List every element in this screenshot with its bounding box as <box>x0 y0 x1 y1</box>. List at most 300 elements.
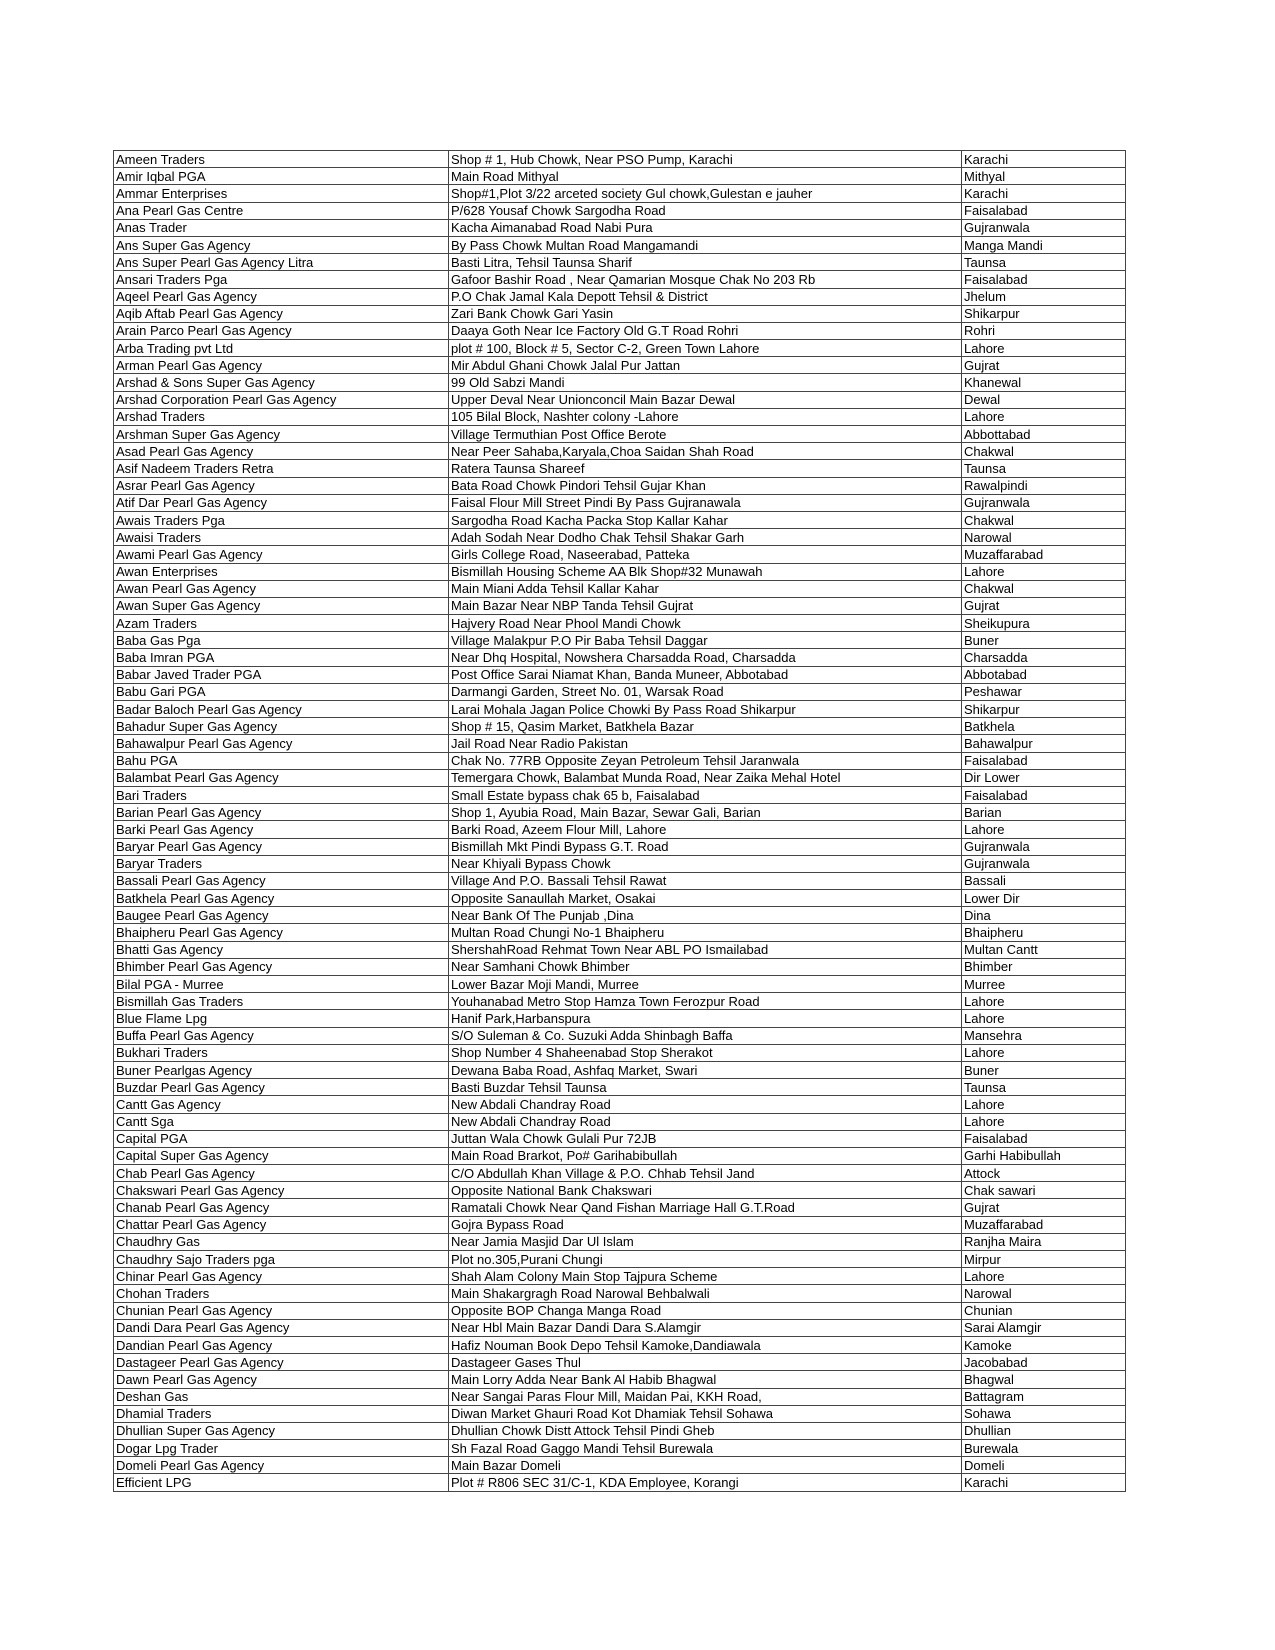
city-cell: Garhi Habibullah <box>962 1147 1126 1164</box>
agency-name-cell: Atif Dar Pearl Gas Agency <box>114 494 449 511</box>
table-row <box>114 1182 1126 1199</box>
agency-name-cell: Baryar Traders <box>114 855 449 872</box>
table-row <box>114 907 1126 924</box>
agency-name-cell: Awaisi Traders <box>114 529 449 546</box>
table-row <box>114 752 1126 769</box>
agency-name-cell: Ans Super Pearl Gas Agency Litra <box>114 254 449 271</box>
city-cell: Dewal <box>962 391 1126 408</box>
table-row <box>114 855 1126 872</box>
address-cell: Opposite Sanaullah Market, Osakai <box>449 890 962 907</box>
table-row <box>114 1371 1126 1388</box>
address-cell: Multan Road Chungi No-1 Bhaipheru <box>449 924 962 941</box>
table-row <box>114 804 1126 821</box>
agency-name-cell: Arba Trading pvt Ltd <box>114 340 449 357</box>
agency-name-cell: Bhimber Pearl Gas Agency <box>114 958 449 975</box>
address-cell: ShershahRoad Rehmat Town Near ABL PO Ismailabad <box>449 941 962 958</box>
table-row <box>114 718 1126 735</box>
table-row <box>114 735 1126 752</box>
address-cell: Shop Number 4 Shaheenabad Stop Sherakot <box>449 1044 962 1061</box>
agency-name-cell: Ameen Traders <box>114 151 449 168</box>
agency-name-cell: Bilal PGA - Murree <box>114 976 449 993</box>
table-row <box>114 976 1126 993</box>
address-cell: Main Bazar Near NBP Tanda Tehsil Gujrat <box>449 597 962 614</box>
address-cell: New Abdali Chandray Road <box>449 1113 962 1130</box>
agency-name-cell: Arman Pearl Gas Agency <box>114 357 449 374</box>
city-cell: Lahore <box>962 1113 1126 1130</box>
table-row <box>114 305 1126 322</box>
city-cell: Lower Dir <box>962 890 1126 907</box>
agency-name-cell: Buffa Pearl Gas Agency <box>114 1027 449 1044</box>
address-cell: Village And P.O. Bassali Tehsil Rawat <box>449 872 962 889</box>
address-cell: Main Road Brarkot, Po# Garihabibullah <box>449 1147 962 1164</box>
address-cell: Shop # 15, Qasim Market, Batkhela Bazar <box>449 718 962 735</box>
address-cell: Daaya Goth Near Ice Factory Old G.T Road Rohri <box>449 322 962 339</box>
city-cell: Shikarpur <box>962 305 1126 322</box>
city-cell: Lahore <box>962 821 1126 838</box>
address-cell: 105 Bilal Block, Nashter colony -Lahore <box>449 408 962 425</box>
agency-name-cell: Bahu PGA <box>114 752 449 769</box>
agency-name-cell: Awan Pearl Gas Agency <box>114 580 449 597</box>
agency-name-cell: Cantt Gas Agency <box>114 1096 449 1113</box>
table-row <box>114 426 1126 443</box>
agency-name-cell: Balambat Pearl Gas Agency <box>114 769 449 786</box>
city-cell: Sohawa <box>962 1405 1126 1422</box>
table-row <box>114 563 1126 580</box>
city-cell: Ranjha Maira <box>962 1233 1126 1250</box>
address-cell: Ramatali Chowk Near Qand Fishan Marriage Hall G.T.Road <box>449 1199 962 1216</box>
table-row <box>114 408 1126 425</box>
table-row <box>114 1044 1126 1061</box>
city-cell: Lahore <box>962 1010 1126 1027</box>
table-row <box>114 649 1126 666</box>
agency-name-cell: Deshan Gas <box>114 1388 449 1405</box>
table-row <box>114 1474 1126 1491</box>
address-cell: Diwan Market Ghauri Road Kot Dhamiak Tehsil Sohawa <box>449 1405 962 1422</box>
agency-name-cell: Bassali Pearl Gas Agency <box>114 872 449 889</box>
address-cell: New Abdali Chandray Road <box>449 1096 962 1113</box>
city-cell: Bhimber <box>962 958 1126 975</box>
city-cell: Narowal <box>962 1285 1126 1302</box>
table-row <box>114 1457 1126 1474</box>
agency-name-cell: Bukhari Traders <box>114 1044 449 1061</box>
address-cell: P.O Chak Jamal Kala Depott Tehsil & District <box>449 288 962 305</box>
agency-name-cell: Awan Super Gas Agency <box>114 597 449 614</box>
agency-name-cell: Baryar Pearl Gas Agency <box>114 838 449 855</box>
agency-name-cell: Arshad Traders <box>114 408 449 425</box>
address-cell: Shah Alam Colony Main Stop Tajpura Scheme <box>449 1268 962 1285</box>
city-cell: Mirpur <box>962 1251 1126 1268</box>
city-cell: Bhaipheru <box>962 924 1126 941</box>
agency-name-cell: Capital Super Gas Agency <box>114 1147 449 1164</box>
agency-name-cell: Chunian Pearl Gas Agency <box>114 1302 449 1319</box>
city-cell: Lahore <box>962 1096 1126 1113</box>
city-cell: Batkhela <box>962 718 1126 735</box>
table-row <box>114 993 1126 1010</box>
agency-name-cell: Bhaipheru Pearl Gas Agency <box>114 924 449 941</box>
agency-name-cell: Bari Traders <box>114 786 449 803</box>
agency-name-cell: Dogar Lpg Trader <box>114 1440 449 1457</box>
agency-name-cell: Chanab Pearl Gas Agency <box>114 1199 449 1216</box>
table-row <box>114 1113 1126 1130</box>
address-cell: Adah Sodah Near Dodho Chak Tehsil Shakar Garh <box>449 529 962 546</box>
agency-table <box>113 150 1126 1492</box>
table-row <box>114 1216 1126 1233</box>
address-cell: Shop#1,Plot 3/22 arceted society Gul chowk,Gulestan e jauher <box>449 185 962 202</box>
table-row <box>114 615 1126 632</box>
address-cell: Opposite National Bank Chakswari <box>449 1182 962 1199</box>
address-cell: Shop 1, Ayubia Road, Main Bazar, Sewar Gali, Barian <box>449 804 962 821</box>
table-row <box>114 374 1126 391</box>
city-cell: Narowal <box>962 529 1126 546</box>
table-row <box>114 666 1126 683</box>
address-cell: Hafiz Nouman Book Depo Tehsil Kamoke,Dandiawala <box>449 1336 962 1353</box>
table-row <box>114 1336 1126 1353</box>
city-cell: Faisalabad <box>962 202 1126 219</box>
city-cell: Chunian <box>962 1302 1126 1319</box>
address-cell: Hanif Park,Harbanspura <box>449 1010 962 1027</box>
table-row <box>114 838 1126 855</box>
city-cell: Muzaffarabad <box>962 1216 1126 1233</box>
address-cell: Near Samhani Chowk Bhimber <box>449 958 962 975</box>
address-cell: Bata Road Chowk Pindori Tehsil Gujar Khan <box>449 477 962 494</box>
agency-name-cell: Dawn Pearl Gas Agency <box>114 1371 449 1388</box>
agency-name-cell: Babar Javed Trader PGA <box>114 666 449 683</box>
address-cell: Bismillah Mkt Pindi Bypass G.T. Road <box>449 838 962 855</box>
agency-name-cell: Ans Super Gas Agency <box>114 236 449 253</box>
table-row <box>114 1147 1126 1164</box>
city-cell: Peshawar <box>962 683 1126 700</box>
agency-name-cell: Azam Traders <box>114 615 449 632</box>
city-cell: Sheikupura <box>962 615 1126 632</box>
address-cell: P/628 Yousaf Chowk Sargodha Road <box>449 202 962 219</box>
city-cell: Lahore <box>962 1044 1126 1061</box>
agency-name-cell: Chakswari Pearl Gas Agency <box>114 1182 449 1199</box>
city-cell: Manga Mandi <box>962 236 1126 253</box>
address-cell: Mir Abdul Ghani Chowk Jalal Pur Jattan <box>449 357 962 374</box>
agency-name-cell: Batkhela Pearl Gas Agency <box>114 890 449 907</box>
agency-table-body <box>114 151 1126 1492</box>
table-row <box>114 786 1126 803</box>
address-cell: Basti Litra, Tehsil Taunsa Sharif <box>449 254 962 271</box>
city-cell: Gujrat <box>962 357 1126 374</box>
table-row <box>114 821 1126 838</box>
agency-name-cell: Babu Gari PGA <box>114 683 449 700</box>
city-cell: Taunsa <box>962 254 1126 271</box>
agency-name-cell: Arshad Corporation Pearl Gas Agency <box>114 391 449 408</box>
table-row <box>114 357 1126 374</box>
table-row <box>114 1354 1126 1371</box>
city-cell: Gujranwala <box>962 219 1126 236</box>
address-cell: Main Miani Adda Tehsil Kallar Kahar <box>449 580 962 597</box>
table-row <box>114 1405 1126 1422</box>
agency-name-cell: Capital PGA <box>114 1130 449 1147</box>
city-cell: Rohri <box>962 322 1126 339</box>
agency-name-cell: Arain Parco Pearl Gas Agency <box>114 322 449 339</box>
address-cell: Village Malakpur P.O Pir Baba Tehsil Daggar <box>449 632 962 649</box>
agency-name-cell: Asad Pearl Gas Agency <box>114 443 449 460</box>
agency-name-cell: Chaudhry Sajo Traders pga <box>114 1251 449 1268</box>
city-cell: Muzaffarabad <box>962 546 1126 563</box>
city-cell: Faisalabad <box>962 752 1126 769</box>
address-cell: Ratera Taunsa Shareef <box>449 460 962 477</box>
address-cell: Jail Road Near Radio Pakistan <box>449 735 962 752</box>
agency-name-cell: Bahadur Super Gas Agency <box>114 718 449 735</box>
address-cell: Faisal Flour Mill Street Pindi By Pass Gujranawala <box>449 494 962 511</box>
city-cell: Barian <box>962 804 1126 821</box>
table-row <box>114 511 1126 528</box>
address-cell: Plot no.305,Purani Chungi <box>449 1251 962 1268</box>
address-cell: plot # 100, Block # 5, Sector C-2, Green Town Lahore <box>449 340 962 357</box>
agency-name-cell: Asrar Pearl Gas Agency <box>114 477 449 494</box>
table-row <box>114 1302 1126 1319</box>
address-cell: Girls College Road, Naseerabad, Patteka <box>449 546 962 563</box>
table-row <box>114 443 1126 460</box>
agency-name-cell: Baba Gas Pga <box>114 632 449 649</box>
city-cell: Chak sawari <box>962 1182 1126 1199</box>
city-cell: Domeli <box>962 1457 1126 1474</box>
city-cell: Faisalabad <box>962 786 1126 803</box>
city-cell: Lahore <box>962 408 1126 425</box>
agency-name-cell: Dastageer Pearl Gas Agency <box>114 1354 449 1371</box>
city-cell: Charsadda <box>962 649 1126 666</box>
address-cell: Main Lorry Adda Near Bank Al Habib Bhagwal <box>449 1371 962 1388</box>
city-cell: Shikarpur <box>962 701 1126 718</box>
address-cell: Barki Road, Azeem Flour Mill, Lahore <box>449 821 962 838</box>
address-cell: Opposite BOP Changa Manga Road <box>449 1302 962 1319</box>
table-row <box>114 288 1126 305</box>
table-row <box>114 151 1126 168</box>
agency-name-cell: Buzdar Pearl Gas Agency <box>114 1079 449 1096</box>
table-row <box>114 872 1126 889</box>
city-cell: Dhullian <box>962 1422 1126 1439</box>
city-cell: Bahawalpur <box>962 735 1126 752</box>
address-cell: Shop # 1, Hub Chowk, Near PSO Pump, Karachi <box>449 151 962 168</box>
table-row <box>114 1422 1126 1439</box>
city-cell: Gujranwala <box>962 838 1126 855</box>
city-cell: Abbottabad <box>962 426 1126 443</box>
city-cell: Buner <box>962 632 1126 649</box>
table-row <box>114 254 1126 271</box>
city-cell: Multan Cantt <box>962 941 1126 958</box>
address-cell: Upper Deval Near Unionconcil Main Bazar Dewal <box>449 391 962 408</box>
city-cell: Burewala <box>962 1440 1126 1457</box>
address-cell: Darmangi Garden, Street No. 01, Warsak Road <box>449 683 962 700</box>
agency-name-cell: Cantt Sga <box>114 1113 449 1130</box>
agency-name-cell: Bhatti Gas Agency <box>114 941 449 958</box>
agency-name-cell: Efficient LPG <box>114 1474 449 1491</box>
table-row <box>114 236 1126 253</box>
address-cell: Near Sangai Paras Flour Mill, Maidan Pai, KKH Road, <box>449 1388 962 1405</box>
table-row <box>114 219 1126 236</box>
address-cell: Youhanabad Metro Stop Hamza Town Ferozpur Road <box>449 993 962 1010</box>
city-cell: Chakwal <box>962 580 1126 597</box>
table-row <box>114 924 1126 941</box>
city-cell: Kamoke <box>962 1336 1126 1353</box>
address-cell: C/O Abdullah Khan Village & P.O. Chhab Tehsil Jand <box>449 1165 962 1182</box>
table-row <box>114 580 1126 597</box>
agency-name-cell: Chohan Traders <box>114 1285 449 1302</box>
table-row <box>114 1010 1126 1027</box>
address-cell: Main Bazar Domeli <box>449 1457 962 1474</box>
table-row <box>114 494 1126 511</box>
city-cell: Lahore <box>962 340 1126 357</box>
agency-name-cell: Dhullian Super Gas Agency <box>114 1422 449 1439</box>
city-cell: Mithyal <box>962 168 1126 185</box>
address-cell: Kacha Aimanabad Road Nabi Pura <box>449 219 962 236</box>
city-cell: Karachi <box>962 185 1126 202</box>
address-cell: Dhullian Chowk Distt Attock Tehsil Pindi Gheb <box>449 1422 962 1439</box>
city-cell: Abbotabad <box>962 666 1126 683</box>
address-cell: Dewana Baba Road, Ashfaq Market, Swari <box>449 1061 962 1078</box>
table-row <box>114 322 1126 339</box>
table-row <box>114 391 1126 408</box>
address-cell: Temergara Chowk, Balambat Munda Road, Near Zaika Mehal Hotel <box>449 769 962 786</box>
table-row <box>114 632 1126 649</box>
table-row <box>114 1440 1126 1457</box>
address-cell: Basti Buzdar Tehsil Taunsa <box>449 1079 962 1096</box>
city-cell: Buner <box>962 1061 1126 1078</box>
table-row <box>114 477 1126 494</box>
table-row <box>114 1251 1126 1268</box>
agency-name-cell: Ana Pearl Gas Centre <box>114 202 449 219</box>
city-cell: Rawalpindi <box>962 477 1126 494</box>
city-cell: Chakwal <box>962 511 1126 528</box>
agency-name-cell: Chaudhry Gas <box>114 1233 449 1250</box>
city-cell: Jacobabad <box>962 1354 1126 1371</box>
city-cell: Mansehra <box>962 1027 1126 1044</box>
city-cell: Murree <box>962 976 1126 993</box>
address-cell: Dastageer Gases Thul <box>449 1354 962 1371</box>
table-row <box>114 202 1126 219</box>
city-cell: Gujrat <box>962 597 1126 614</box>
address-cell: Near Bank Of The Punjab ,Dina <box>449 907 962 924</box>
agency-name-cell: Chattar Pearl Gas Agency <box>114 1216 449 1233</box>
agency-name-cell: Domeli Pearl Gas Agency <box>114 1457 449 1474</box>
table-row <box>114 1061 1126 1078</box>
address-cell: Near Dhq Hospital, Nowshera Charsadda Road, Charsadda <box>449 649 962 666</box>
agency-name-cell: Buner Pearlgas Agency <box>114 1061 449 1078</box>
city-cell: Attock <box>962 1165 1126 1182</box>
table-row <box>114 890 1126 907</box>
table-row <box>114 683 1126 700</box>
city-cell: Faisalabad <box>962 271 1126 288</box>
table-row <box>114 185 1126 202</box>
table-row <box>114 1027 1126 1044</box>
agency-name-cell: Aqib Aftab Pearl Gas Agency <box>114 305 449 322</box>
address-cell: Near Khiyali Bypass Chowk <box>449 855 962 872</box>
address-cell: Sargodha Road Kacha Packa Stop Kallar Kahar <box>449 511 962 528</box>
table-row <box>114 460 1126 477</box>
table-row <box>114 1199 1126 1216</box>
table-row <box>114 1388 1126 1405</box>
table-row <box>114 168 1126 185</box>
agency-name-cell: Barki Pearl Gas Agency <box>114 821 449 838</box>
table-row <box>114 529 1126 546</box>
agency-name-cell: Ammar Enterprises <box>114 185 449 202</box>
city-cell: Chakwal <box>962 443 1126 460</box>
agency-name-cell: Blue Flame Lpg <box>114 1010 449 1027</box>
address-cell: Lower Bazar Moji Mandi, Murree <box>449 976 962 993</box>
address-cell: Near Peer Sahaba,Karyala,Choa Saidan Shah Road <box>449 443 962 460</box>
agency-name-cell: Bahawalpur Pearl Gas Agency <box>114 735 449 752</box>
table-row <box>114 340 1126 357</box>
address-cell: Near Hbl Main Bazar Dandi Dara S.Alamgir <box>449 1319 962 1336</box>
agency-name-cell: Amir Iqbal PGA <box>114 168 449 185</box>
address-cell: Bismillah Housing Scheme AA Blk Shop#32 Munawah <box>449 563 962 580</box>
address-cell: Village Termuthian Post Office Berote <box>449 426 962 443</box>
table-row <box>114 1233 1126 1250</box>
city-cell: Gujranwala <box>962 494 1126 511</box>
address-cell: Chak No. 77RB Opposite Zeyan Petroleum Tehsil Jaranwala <box>449 752 962 769</box>
address-cell: 99 Old Sabzi Mandi <box>449 374 962 391</box>
table-row <box>114 769 1126 786</box>
agency-name-cell: Awais Traders Pga <box>114 511 449 528</box>
agency-name-cell: Arshad & Sons Super Gas Agency <box>114 374 449 391</box>
agency-name-cell: Dandian Pearl Gas Agency <box>114 1336 449 1353</box>
table-row <box>114 1268 1126 1285</box>
table-row <box>114 1130 1126 1147</box>
city-cell: Gujrat <box>962 1199 1126 1216</box>
address-cell: Sh Fazal Road Gaggo Mandi Tehsil Burewala <box>449 1440 962 1457</box>
table-row <box>114 1096 1126 1113</box>
city-cell: Karachi <box>962 151 1126 168</box>
city-cell: Dina <box>962 907 1126 924</box>
city-cell: Lahore <box>962 993 1126 1010</box>
address-cell: Plot # R806 SEC 31/C-1, KDA Employee, Korangi <box>449 1474 962 1491</box>
agency-name-cell: Bismillah Gas Traders <box>114 993 449 1010</box>
table-row <box>114 1165 1126 1182</box>
agency-name-cell: Asif Nadeem Traders Retra <box>114 460 449 477</box>
agency-name-cell: Chab Pearl Gas Agency <box>114 1165 449 1182</box>
table-row <box>114 958 1126 975</box>
city-cell: Taunsa <box>962 460 1126 477</box>
agency-name-cell: Awan Enterprises <box>114 563 449 580</box>
address-cell: Near Jamia Masjid Dar Ul Islam <box>449 1233 962 1250</box>
address-cell: Gojra Bypass Road <box>449 1216 962 1233</box>
city-cell: Battagram <box>962 1388 1126 1405</box>
table-row <box>114 1079 1126 1096</box>
table-row <box>114 1319 1126 1336</box>
address-cell: Main Road Mithyal <box>449 168 962 185</box>
table-row <box>114 941 1126 958</box>
city-cell: Faisalabad <box>962 1130 1126 1147</box>
agency-name-cell: Arshman Super Gas Agency <box>114 426 449 443</box>
city-cell: Lahore <box>962 563 1126 580</box>
agency-name-cell: Barian Pearl Gas Agency <box>114 804 449 821</box>
agency-name-cell: Badar Baloch Pearl Gas Agency <box>114 701 449 718</box>
agency-name-cell: Baugee Pearl Gas Agency <box>114 907 449 924</box>
table-row <box>114 701 1126 718</box>
agency-name-cell: Ansari Traders Pga <box>114 271 449 288</box>
agency-name-cell: Chinar Pearl Gas Agency <box>114 1268 449 1285</box>
address-cell: Hajvery Road Near Phool Mandi Chowk <box>449 615 962 632</box>
agency-name-cell: Anas Trader <box>114 219 449 236</box>
table-row <box>114 271 1126 288</box>
agency-name-cell: Awami Pearl Gas Agency <box>114 546 449 563</box>
city-cell: Sarai Alamgir <box>962 1319 1126 1336</box>
table-row <box>114 1285 1126 1302</box>
city-cell: Gujranwala <box>962 855 1126 872</box>
city-cell: Karachi <box>962 1474 1126 1491</box>
city-cell: Bhagwal <box>962 1371 1126 1388</box>
address-cell: Juttan Wala Chowk Gulali Pur 72JB <box>449 1130 962 1147</box>
table-row <box>114 597 1126 614</box>
address-cell: Zari Bank Chowk Gari Yasin <box>449 305 962 322</box>
address-cell: S/O Suleman & Co. Suzuki Adda Shinbagh Baffa <box>449 1027 962 1044</box>
address-cell: Small Estate bypass chak 65 b, Faisalabad <box>449 786 962 803</box>
agency-name-cell: Aqeel Pearl Gas Agency <box>114 288 449 305</box>
city-cell: Jhelum <box>962 288 1126 305</box>
